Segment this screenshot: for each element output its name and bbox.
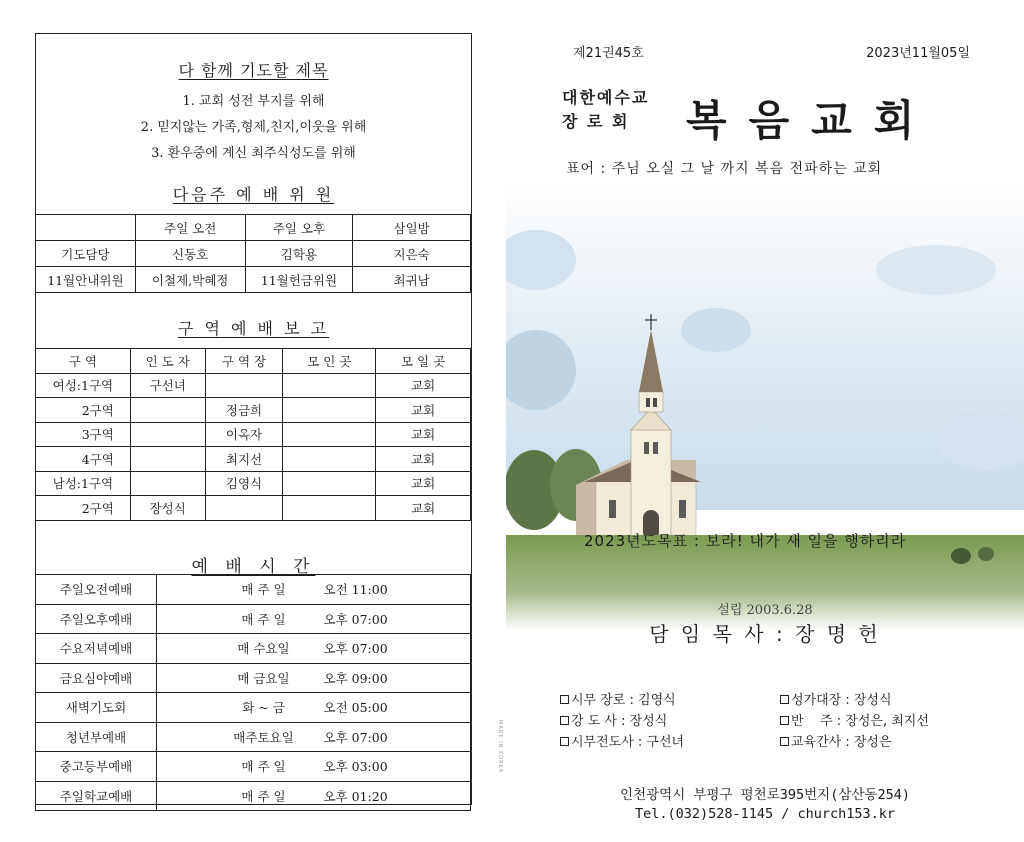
table-cell: 정금희	[205, 398, 283, 423]
next-week-title: 다음주 예 배 위 원	[172, 185, 335, 204]
service-name: 금요심야예배	[36, 663, 157, 693]
staff-item	[780, 690, 929, 711]
table-cell: 교회	[376, 496, 471, 521]
staff-item-text: 강 도 사 : 장성식	[571, 714, 668, 729]
bulletin-inner-page	[35, 33, 472, 805]
table-header-row	[36, 349, 471, 374]
staff-item	[560, 711, 684, 732]
church-contact: Tel.(032)528-1145 / church153.kr	[634, 806, 896, 822]
staff-item	[560, 690, 684, 711]
church-motto: 표어 : 주님 오실 그 날 까지 복음 전파하는 교회	[566, 161, 883, 177]
staff-list-right	[780, 690, 929, 753]
issue-number: 제21권45호	[573, 46, 644, 61]
table-cell	[130, 447, 205, 472]
denomination	[562, 86, 649, 134]
table-cell: 구선녀	[130, 373, 205, 398]
table-cell: 최귀남	[353, 267, 471, 293]
bulletin-cover-page	[506, 0, 1024, 842]
senior-pastor: 담 임 목 사 : 장 명 헌	[649, 622, 881, 646]
checkbox-icon	[560, 737, 569, 746]
table-row	[36, 575, 471, 605]
service-time: 오후 03:00	[323, 759, 388, 775]
service-name: 새벽기도회	[36, 693, 157, 723]
staff-item	[780, 711, 929, 732]
table-cell	[130, 398, 205, 423]
checkbox-icon	[780, 695, 789, 704]
service-schedule	[157, 604, 471, 634]
table-cell	[205, 373, 283, 398]
checkbox-icon	[780, 716, 789, 725]
table-row	[36, 267, 471, 293]
table-cell: 최지선	[205, 447, 283, 472]
checkbox-icon	[560, 695, 569, 704]
table-cell	[283, 422, 376, 447]
service-day: 매 주 일	[241, 582, 286, 598]
year-goal-slogan: 2023년도목표 : 보라! 내가 새 일을 행하리라	[584, 532, 907, 550]
fold-imprint: MADE IN KOREA	[497, 720, 503, 774]
table-header-cell: 주일 오후	[245, 215, 353, 241]
service-name: 수요저녁예배	[36, 634, 157, 664]
staff-item-text: 반 주 : 장성은, 최지선	[791, 714, 929, 729]
table-cell: 11월안내위원	[36, 267, 136, 293]
table-cell: 기도담당	[36, 241, 136, 267]
table-cell: 김학용	[245, 241, 353, 267]
service-schedule	[157, 634, 471, 664]
service-day: 화 ~ 금	[242, 700, 285, 716]
table-header-cell: 주일 오전	[135, 215, 245, 241]
table-row	[36, 241, 471, 267]
table-row	[36, 752, 471, 782]
table-cell: 4구역	[36, 447, 131, 472]
table-cell	[205, 496, 283, 521]
service-time: 오후 07:00	[323, 641, 388, 657]
table-header-row	[36, 215, 471, 241]
service-time: 오후 09:00	[323, 670, 388, 686]
denomination-line: 장 로 회	[562, 112, 630, 131]
table-header-cell: 모 인 곳	[283, 349, 376, 374]
service-time: 오후 01:20	[323, 788, 388, 804]
service-time: 오후 07:00	[323, 729, 388, 745]
table-cell	[283, 373, 376, 398]
table-row	[36, 373, 471, 398]
service-schedule	[157, 781, 471, 811]
service-schedule	[157, 663, 471, 693]
table-cell: 이철제,박혜정	[135, 267, 245, 293]
founded-date: 설립 2003.6.28	[717, 603, 813, 618]
table-row	[36, 604, 471, 634]
church-address-block	[506, 786, 1024, 824]
district-report-title: 구 역 예 배 보 고	[177, 319, 330, 338]
table-row	[36, 398, 471, 423]
service-day: 매 금요일	[237, 670, 290, 686]
service-time: 오후 07:00	[323, 611, 388, 627]
table-cell: 교회	[376, 398, 471, 423]
church-name: 복음교회	[686, 96, 937, 145]
service-name: 청년부예배	[36, 722, 157, 752]
table-header-cell	[36, 215, 136, 241]
table-row	[36, 722, 471, 752]
service-name: 주일오후예배	[36, 604, 157, 634]
service-schedule	[157, 575, 471, 605]
table-cell: 장성식	[130, 496, 205, 521]
table-cell: 김영식	[205, 471, 283, 496]
table-cell: 2구역	[36, 398, 131, 423]
table-cell: 11월헌금위원	[245, 267, 353, 293]
checkbox-icon	[560, 716, 569, 725]
staff-item-text: 시무전도사 : 구선녀	[571, 735, 685, 750]
checkbox-icon	[780, 737, 789, 746]
service-times-table	[35, 574, 471, 811]
table-cell: 남성:1구역	[36, 471, 131, 496]
table-header-cell: 구 역	[36, 349, 131, 374]
table-header-cell: 구 역 장	[205, 349, 283, 374]
table-cell	[283, 447, 376, 472]
service-name: 중고등부예배	[36, 752, 157, 782]
staff-item-text: 성가대장 : 장성식	[791, 693, 892, 708]
service-schedule	[157, 752, 471, 782]
table-cell	[130, 471, 205, 496]
table-cell	[130, 422, 205, 447]
table-cell: 교회	[376, 373, 471, 398]
table-cell: 신동호	[135, 241, 245, 267]
table-cell	[283, 471, 376, 496]
staff-item	[780, 732, 929, 753]
service-time: 오전 11:00	[323, 582, 388, 598]
service-day: 매 주 일	[241, 759, 286, 775]
table-row	[36, 447, 471, 472]
service-schedule	[157, 722, 471, 752]
prayer-list	[36, 89, 471, 167]
issue-date: 2023년11월05일	[866, 46, 970, 61]
table-cell: 교회	[376, 447, 471, 472]
prayer-item: 2. 믿지않는 가족,형제,친지,이웃을 위해	[140, 120, 367, 135]
table-header-cell: 모 일 곳	[376, 349, 471, 374]
table-cell	[283, 398, 376, 423]
table-row	[36, 693, 471, 723]
table-cell: 교회	[376, 422, 471, 447]
church-address: 인천광역시 부평구 평천로395번지(삼산동254)	[620, 787, 910, 803]
prayer-item: 3. 환우중에 계신 최주식성도를 위해	[151, 146, 356, 161]
table-cell: 교회	[376, 471, 471, 496]
table-cell	[283, 496, 376, 521]
table-cell: 이옥자	[205, 422, 283, 447]
service-times-title: 예 배 시 간	[191, 557, 316, 577]
staff-item-text: 시무 장로 : 김영식	[571, 693, 676, 708]
staff-item	[560, 732, 684, 753]
table-header-cell: 인 도 자	[130, 349, 205, 374]
table-row	[36, 634, 471, 664]
denomination-line: 대한예수교	[562, 88, 650, 107]
service-name: 주일오전예배	[36, 575, 157, 605]
service-day: 매 수요일	[237, 641, 290, 657]
service-day: 매 주 일	[241, 611, 286, 627]
district-report-table	[35, 348, 471, 521]
table-cell: 2구역	[36, 496, 131, 521]
service-day: 매주토요일	[233, 729, 294, 745]
church-landscape-image	[506, 180, 1024, 630]
table-cell: 지은숙	[353, 241, 471, 267]
table-row	[36, 422, 471, 447]
staff-list-left	[560, 690, 684, 753]
service-name: 주일학교예배	[36, 781, 157, 811]
table-row	[36, 496, 471, 521]
table-row	[36, 471, 471, 496]
table-cell: 여성:1구역	[36, 373, 131, 398]
next-week-duty-table	[35, 214, 471, 293]
service-time: 오전 05:00	[323, 700, 388, 716]
service-day: 매 주 일	[241, 788, 286, 804]
table-row	[36, 781, 471, 811]
prayer-section-title: 다 함께 기도할 제목	[178, 61, 329, 80]
table-header-cell: 삼일밤	[353, 215, 471, 241]
service-schedule	[157, 693, 471, 723]
prayer-item: 1. 교회 성전 부지를 위해	[182, 94, 325, 109]
table-row	[36, 663, 471, 693]
table-cell: 3구역	[36, 422, 131, 447]
staff-item-text: 교육간사 : 장성은	[791, 735, 892, 750]
